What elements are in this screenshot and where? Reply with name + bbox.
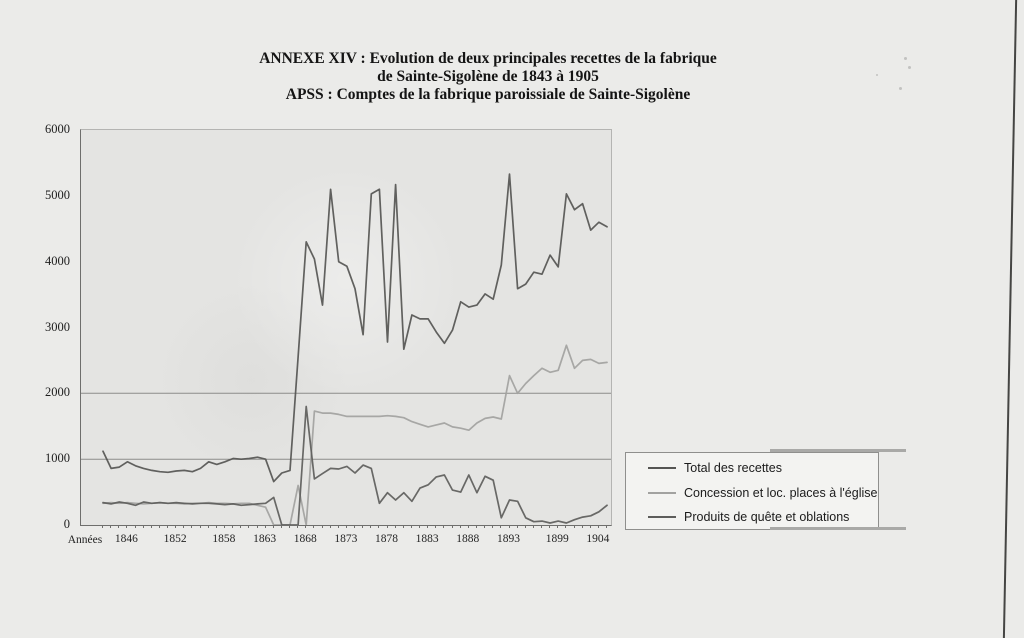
x-axis-title: Années	[67, 534, 103, 546]
x-year-tick-mark	[541, 525, 542, 528]
series-line-0	[103, 174, 607, 482]
x-year-tick-mark	[200, 525, 201, 528]
scan-edge-line	[1003, 0, 1018, 638]
x-year-tick-mark	[378, 525, 379, 528]
x-year-tick-mark	[143, 525, 144, 528]
x-year-tick-mark	[289, 525, 290, 528]
y-tick-label: 6000	[45, 122, 70, 136]
y-tick-label: 2000	[45, 385, 70, 400]
x-year-tick-mark	[590, 525, 591, 528]
chart-title-line-3: APSS : Comptes de la fabrique paroissiale de Sainte-Sigolène	[285, 86, 691, 103]
y-tick-label: 4000	[45, 253, 70, 268]
x-year-tick-mark	[443, 525, 444, 528]
x-year-tick-mark	[135, 525, 136, 528]
x-year-tick-mark	[452, 525, 453, 528]
concession-line-swatch	[648, 492, 676, 494]
x-year-tick-mark	[208, 525, 209, 528]
x-tick-label: 1883	[415, 533, 439, 545]
x-year-tick-mark	[346, 525, 347, 528]
legend-item-total	[648, 459, 782, 477]
y-tick-label: 1000	[45, 451, 70, 466]
legend-item-concession	[648, 484, 877, 502]
x-year-tick-mark	[533, 525, 534, 528]
x-year-tick-mark	[159, 525, 160, 528]
x-year-tick-mark	[297, 525, 298, 528]
x-year-tick-mark	[460, 525, 461, 528]
x-tick-label: 1888	[456, 533, 480, 545]
chart-title-line-1: ANNEXE XIV : Evolution de deux principales recettes de la fabrique	[259, 50, 717, 67]
scan-artifact-bar-bottom	[770, 527, 906, 530]
x-year-tick-mark	[598, 525, 599, 528]
x-year-tick-mark	[484, 525, 485, 528]
x-year-tick-mark	[183, 525, 184, 528]
x-year-tick-mark	[281, 525, 282, 528]
x-year-tick-mark	[435, 525, 436, 528]
legend-label-concession: Concession et loc. places à l'église	[684, 486, 878, 500]
x-tick-label: 1899	[545, 533, 569, 545]
x-year-tick-mark	[265, 525, 266, 528]
scan-speck	[904, 57, 907, 60]
chart-title-line-2: de Sainte-Sigolène de 1843 à 1905	[377, 68, 599, 85]
x-year-tick-mark	[500, 525, 501, 528]
x-year-tick-mark	[126, 525, 127, 528]
y-tick-label: 0	[63, 517, 70, 531]
x-year-tick-mark	[338, 525, 339, 528]
x-year-tick-mark	[370, 525, 371, 528]
x-year-tick-mark	[403, 525, 404, 528]
x-year-tick-mark	[191, 525, 192, 528]
x-year-tick-mark	[354, 525, 355, 528]
scan-speck	[876, 74, 878, 76]
x-year-tick-mark	[411, 525, 412, 528]
plot-area	[80, 129, 612, 526]
x-tick-label: 1846	[114, 533, 138, 545]
x-year-tick-mark	[565, 525, 566, 528]
x-year-tick-mark	[517, 525, 518, 528]
scan-speck	[908, 66, 911, 69]
scan-artifact-bar-top	[770, 449, 906, 452]
x-tick-label: 1873	[334, 533, 358, 545]
x-tick-label: 1878	[375, 533, 399, 545]
y-tick-label: 3000	[45, 319, 70, 334]
x-tick-label: 1858	[212, 533, 236, 545]
produits-line-swatch	[648, 516, 676, 518]
x-year-tick-mark	[606, 525, 607, 528]
x-year-tick-mark	[273, 525, 274, 528]
x-year-tick-mark	[102, 525, 103, 528]
x-year-tick-mark	[509, 525, 510, 528]
x-year-tick-mark	[395, 525, 396, 528]
x-year-tick-mark	[582, 525, 583, 528]
x-year-tick-mark	[476, 525, 477, 528]
x-year-tick-mark	[419, 525, 420, 528]
x-year-tick-mark	[248, 525, 249, 528]
x-tick-label: 1904	[586, 533, 610, 545]
x-year-tick-mark	[525, 525, 526, 528]
x-year-tick-mark	[224, 525, 225, 528]
x-year-tick-mark	[151, 525, 152, 528]
x-year-tick-mark	[387, 525, 388, 528]
series-line-1	[103, 345, 607, 525]
x-year-tick-mark	[240, 525, 241, 528]
scan-speck	[899, 87, 902, 90]
legend-box	[625, 452, 879, 530]
x-year-tick-mark	[468, 525, 469, 528]
legend-label-total: Total des recettes	[684, 461, 782, 475]
legend-label-produits: Produits de quête et oblations	[684, 510, 850, 524]
x-year-tick-mark	[257, 525, 258, 528]
x-tick-label: 1893	[496, 533, 520, 545]
x-tick-label: 1863	[253, 533, 277, 545]
x-year-tick-mark	[167, 525, 168, 528]
x-year-tick-mark	[232, 525, 233, 528]
chart-title-block	[182, 50, 794, 104]
x-year-tick-mark	[175, 525, 176, 528]
x-tick-label: 1852	[163, 533, 187, 545]
legend-item-produits	[648, 508, 849, 526]
x-year-tick-mark	[305, 525, 306, 528]
x-year-tick-mark	[110, 525, 111, 528]
x-year-tick-mark	[362, 525, 363, 528]
x-year-tick-mark	[492, 525, 493, 528]
x-year-tick-mark	[427, 525, 428, 528]
total-line-swatch	[648, 467, 676, 469]
x-tick-label: 1868	[293, 533, 317, 545]
x-year-tick-mark	[330, 525, 331, 528]
x-year-tick-mark	[118, 525, 119, 528]
x-year-tick-mark	[216, 525, 217, 528]
x-year-tick-mark	[574, 525, 575, 528]
series-line-2	[103, 407, 607, 526]
x-year-tick-mark	[313, 525, 314, 528]
x-year-tick-mark	[557, 525, 558, 528]
x-year-tick-mark	[322, 525, 323, 528]
y-tick-label: 5000	[45, 187, 70, 202]
x-year-tick-mark	[549, 525, 550, 528]
chart-lines-svg	[81, 130, 611, 525]
